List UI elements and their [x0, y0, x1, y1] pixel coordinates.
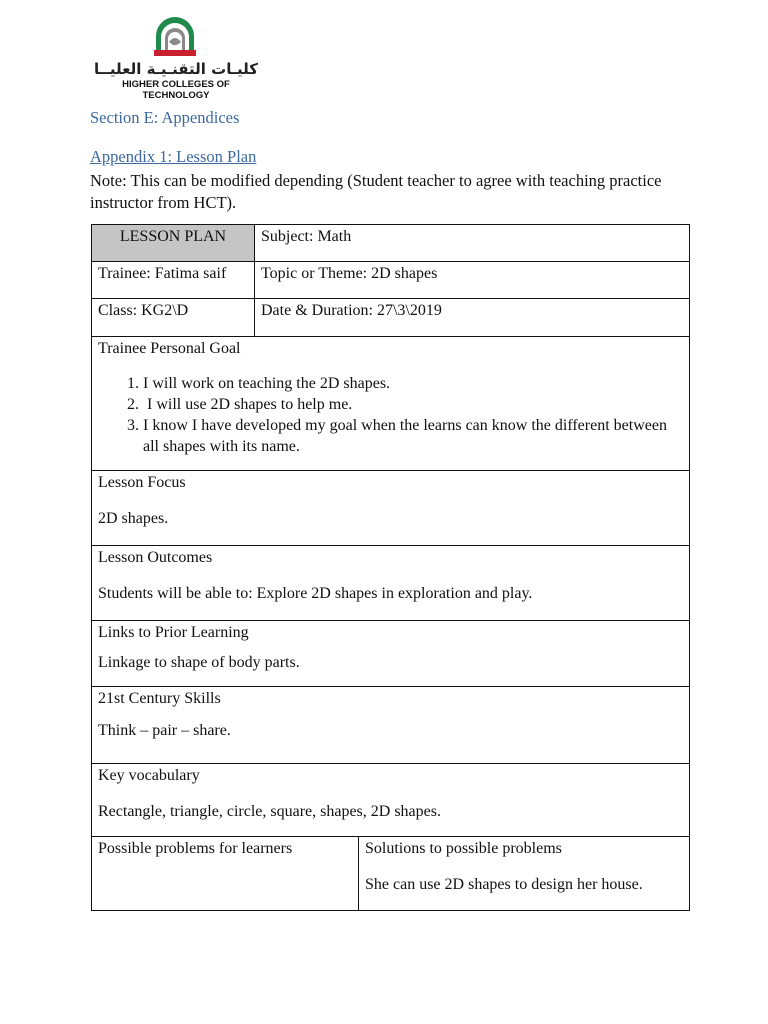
solutions-value: She can use 2D shapes to design her house. — [365, 876, 643, 893]
skills-cell — [92, 687, 690, 764]
lesson-plan-header: LESSON PLAN — [92, 225, 255, 262]
logo-english-text: HIGHER COLLEGES OF TECHNOLOGY — [122, 79, 230, 101]
problems-label: Possible problems for learners — [98, 840, 293, 857]
prior-learning-cell — [92, 621, 690, 687]
lesson-outcomes-cell — [92, 546, 690, 621]
lesson-plan-table — [91, 224, 690, 911]
trainee-cell: Trainee: Fatima saif — [92, 262, 255, 299]
vocabulary-cell — [92, 764, 690, 837]
lesson-outcomes-value: Students will be able to: Explore 2D shapes in exploration and play. — [98, 585, 533, 602]
vocabulary-value: Rectangle, triangle, circle, square, shapes, 2D shapes. — [98, 803, 441, 820]
date-cell: Date & Duration: 27\3\2019 — [255, 299, 690, 337]
subject-cell: Subject: Math — [255, 225, 690, 262]
personal-goal-cell — [92, 337, 690, 471]
solutions-label: Solutions to possible problems — [365, 840, 562, 857]
goal-item: 3. I know I have developed my goal when the learns can know the different between all shapes with its name. — [143, 415, 683, 457]
topic-cell: Topic or Theme: 2D shapes — [255, 262, 690, 299]
class-cell: Class: KG2\D — [92, 299, 255, 337]
goal-item: 1. I will work on teaching the 2D shapes. — [143, 373, 683, 394]
skills-value: Think – pair – share. — [98, 722, 231, 739]
appendix-title: Appendix 1: Lesson Plan — [90, 147, 257, 166]
skills-label: 21st Century Skills — [98, 690, 221, 707]
goal-item: 2. I will use 2D shapes to help me. — [143, 394, 683, 415]
solutions-cell — [359, 837, 690, 911]
prior-learning-value: Linkage to shape of body parts. — [98, 654, 300, 671]
lesson-focus-label: Lesson Focus — [98, 474, 186, 491]
college-logo — [88, 12, 268, 101]
prior-learning-label: Links to Prior Learning — [98, 624, 249, 641]
vocabulary-label: Key vocabulary — [98, 767, 200, 784]
lesson-outcomes-label: Lesson Outcomes — [98, 549, 213, 566]
problems-cell — [92, 837, 359, 911]
goal-list — [98, 373, 683, 457]
note-text: Note: This can be modified depending (Student teacher to agree with teaching practice instructor from HCT). — [90, 171, 662, 212]
lesson-focus-cell — [92, 471, 690, 546]
lesson-focus-value: 2D shapes. — [98, 510, 169, 527]
personal-goal-label: Trainee Personal Goal — [98, 340, 241, 357]
hct-emblem-icon — [150, 12, 200, 58]
logo-arabic-text: كليـات التقنـيـة العليــا — [94, 60, 258, 78]
section-title: Section E: Appendices — [90, 108, 240, 127]
